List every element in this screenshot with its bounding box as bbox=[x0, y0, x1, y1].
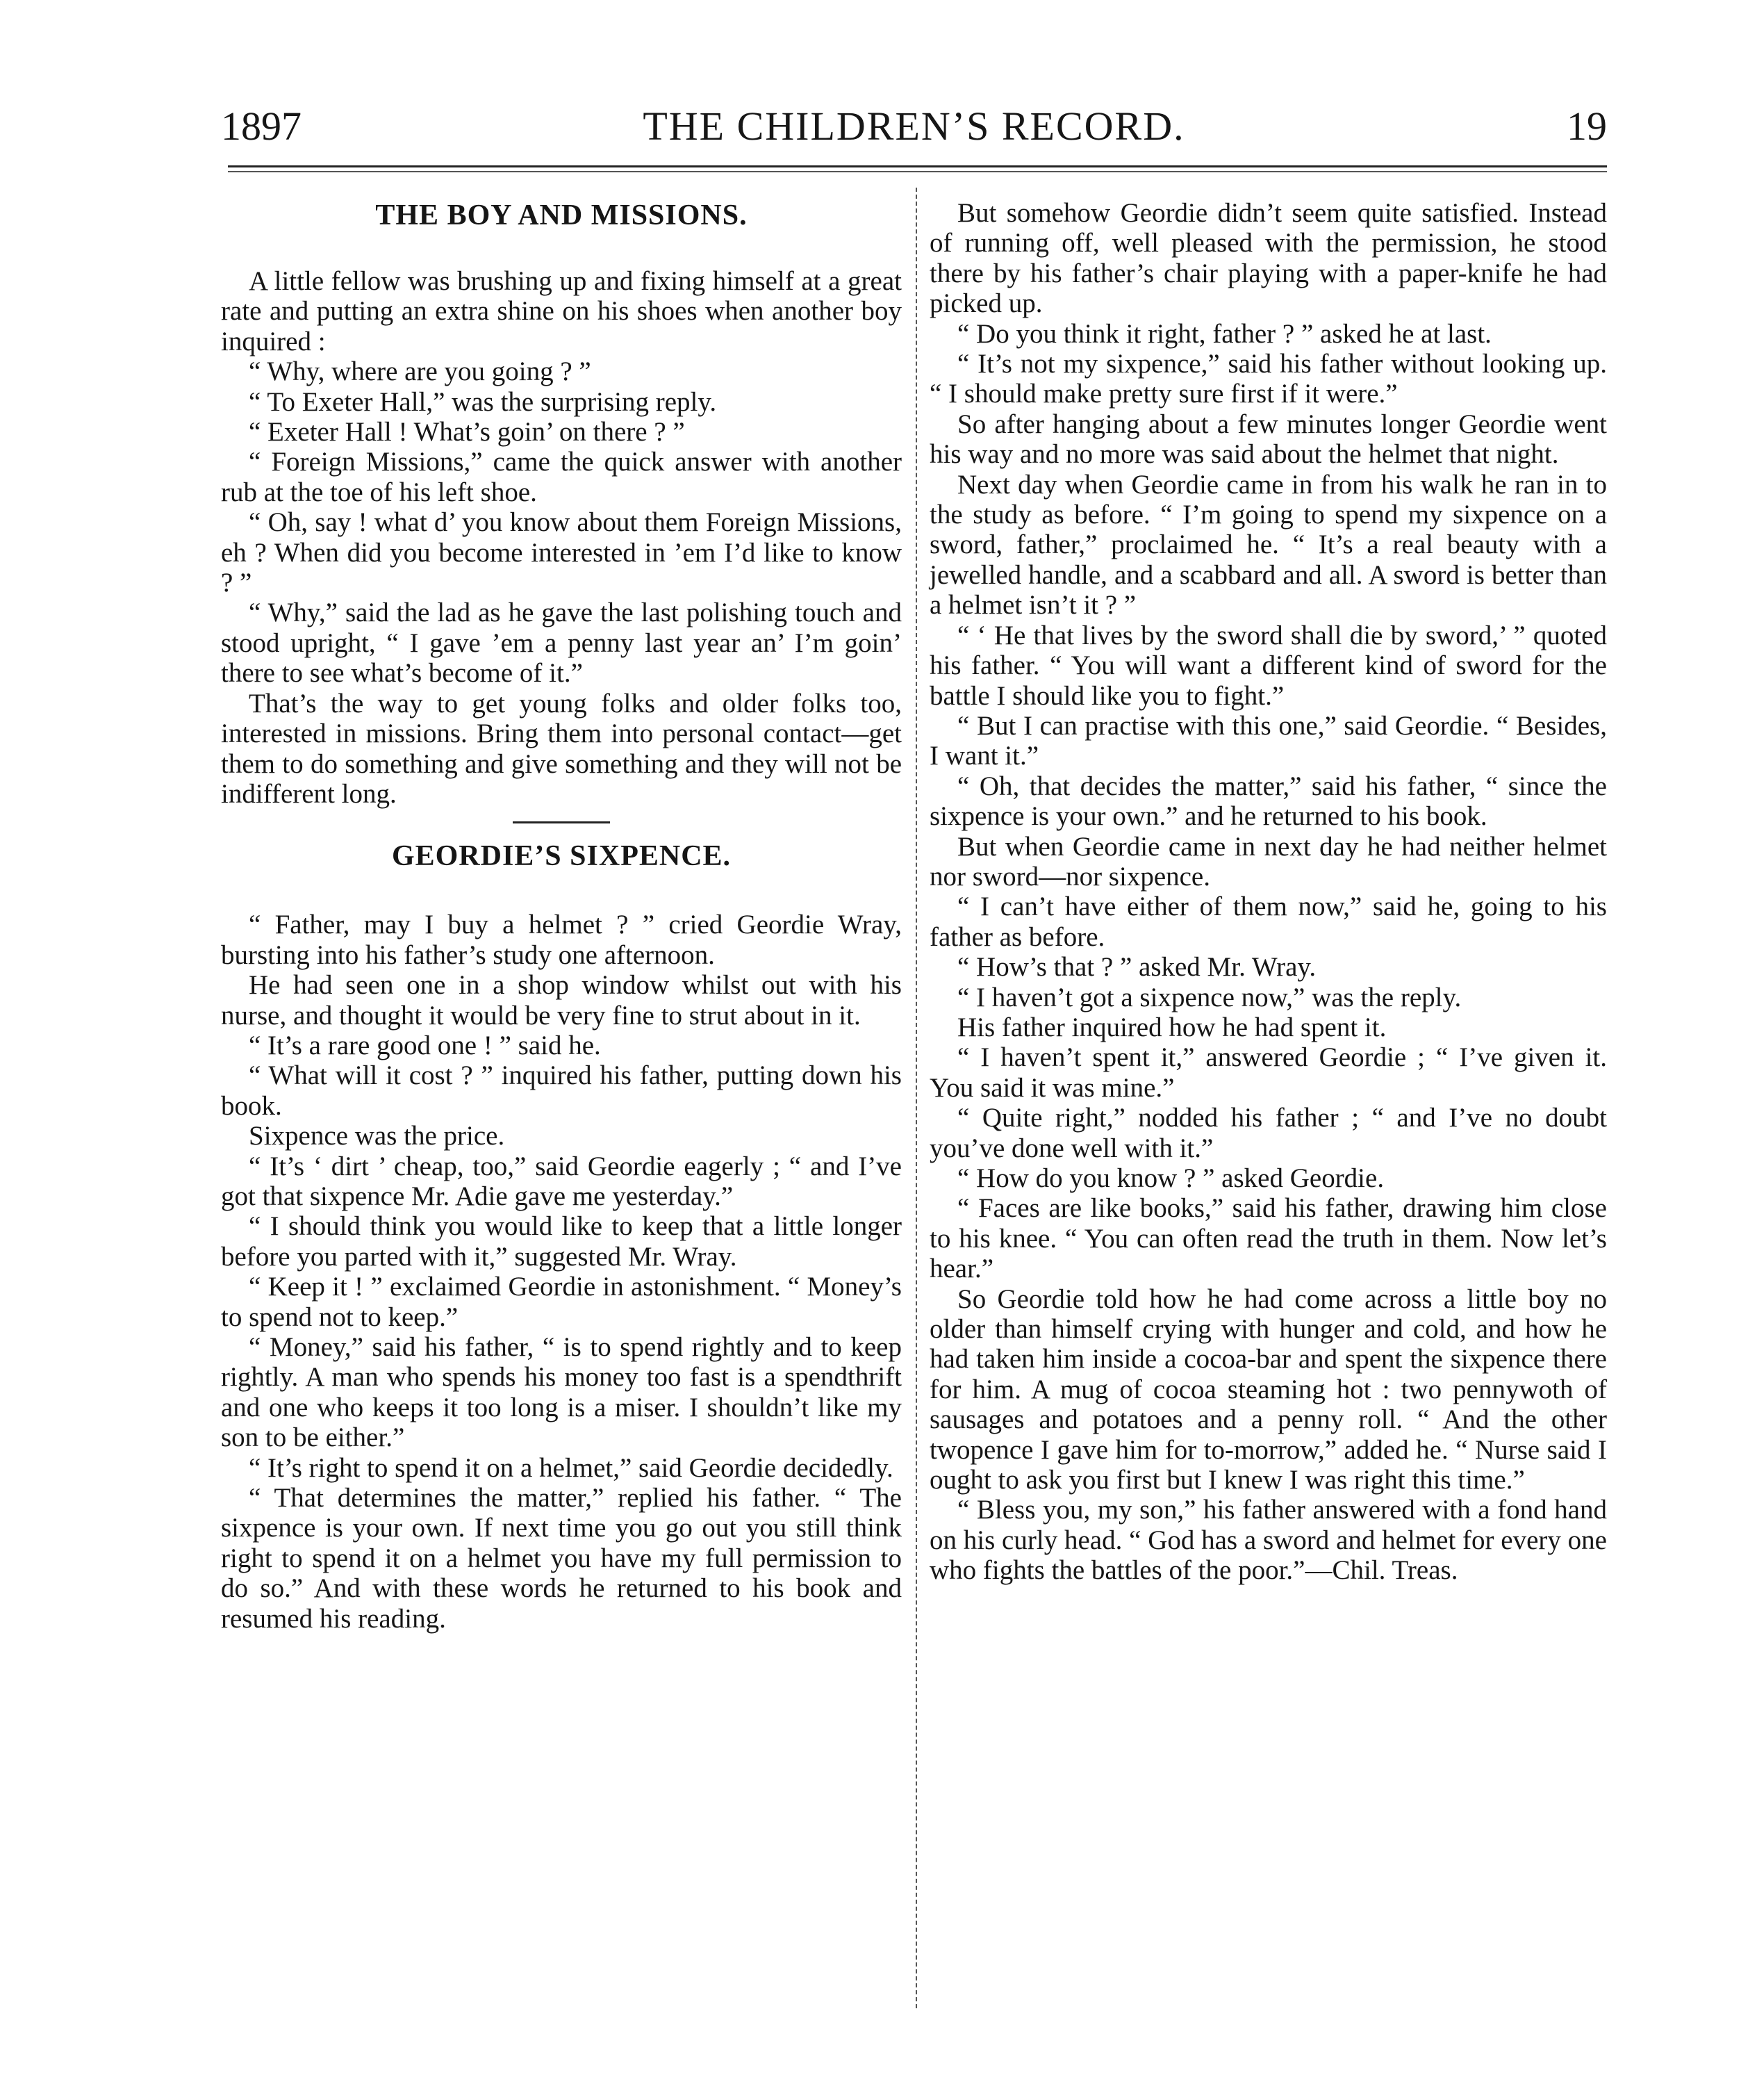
header-rule-thin bbox=[228, 171, 1607, 172]
right-column bbox=[930, 198, 1607, 1586]
paragraph: “ What will it cost ? ” inquired his father, putting down his book. bbox=[221, 1060, 902, 1121]
paragraph: That’s the way to get young folks and older folks too, interested in missions. Bring them into personal contact—get them to do something and give something and they will not be indifferent long. bbox=[221, 688, 902, 809]
paragraph: “ Quite right,” nodded his father ; “ and I’ve no doubt you’ve done well with it.” bbox=[930, 1103, 1607, 1163]
paragraph: “ Faces are like books,” said his father, drawing him close to his knee. “ You can often read the truth in them. Now let’s hear.” bbox=[930, 1193, 1607, 1284]
column-divider bbox=[916, 188, 917, 2008]
paragraph: “ I should think you would like to keep that a little longer before you parted with it,” suggested Mr. Wray. bbox=[221, 1211, 902, 1272]
paragraph: “ It’s a rare good one ! ” said he. bbox=[249, 1030, 601, 1060]
paragraph: Sixpence was the price. bbox=[249, 1121, 505, 1151]
paragraph: “ Foreign Missions,” came the quick answer with another rub at the toe of his left shoe. bbox=[221, 447, 902, 507]
paragraph: “ Bless you, my son,” his father answered with a fond hand on his curly head. “ God has a sword and helmet for every one who fights the battles of the poor.”—Chil. Treas. bbox=[930, 1495, 1607, 1586]
article-title: GEORDIE’S SIXPENCE. bbox=[391, 840, 732, 873]
paragraph: “ It’s ‘ dirt ’ cheap, too,” said Geordie eagerly ; “ and I’ve got that sixpence Mr. Adie gave me yesterday.” bbox=[221, 1151, 902, 1211]
header-page-number: 19 bbox=[1567, 104, 1607, 149]
paragraph: “ To Exeter Hall,” was the surprising reply. bbox=[249, 386, 717, 417]
paragraph: “ Father, may I buy a helmet ? ” cried Geordie Wray, bursting into his father’s study one afternoon. bbox=[221, 910, 902, 970]
paragraph: “ Do you think it right, father ? ” asked he at last. bbox=[957, 318, 1492, 349]
paragraph: “ How’s that ? ” asked Mr. Wray. bbox=[957, 952, 1317, 983]
paragraph: But when Geordie came in next day he had neither helmet nor sword—nor sixpence. bbox=[930, 831, 1607, 892]
section-separator bbox=[513, 821, 610, 823]
paragraph: “ Why,” said the lad as he gave the last polishing touch and stood upright, “ I gave ’em a penny last year an’ I’m goin’ there to see what’s become of it.” bbox=[221, 598, 902, 689]
paragraph: “ But I can practise with this one,” said Geordie. “ Besides, I want it.” bbox=[930, 710, 1607, 771]
page-header bbox=[221, 103, 1607, 158]
paragraph: “ Why, where are you going ? ” bbox=[249, 356, 591, 387]
paragraph: He had seen one in a shop window whilst out with his nurse, and thought it would be very fine to strut about in it. bbox=[221, 970, 902, 1031]
paragraph: So after hanging about a few minutes longer Geordie went his way and no more was said about the helmet that night. bbox=[930, 409, 1607, 470]
article-body bbox=[221, 266, 902, 809]
paragraph: Next day when Geordie came in from his walk he ran in to the study as before. “ I’m going to spend my sixpence on a sword, father,” proclaimed he. “ It’s a real beauty with a jewelled handle, and a scabbard and all. A sword is better than a helmet isn’t it ? ” bbox=[930, 469, 1607, 621]
paragraph: “ Money,” said his father, “ is to spend rightly and to keep rightly. A man who spends his money too fast is a spendthrift and one who keeps it too long is a miser. I shouldn’t like my son to be either.” bbox=[221, 1332, 902, 1453]
paragraph: “ Oh, say ! what d’ you know about them Foreign Missions, eh ? When did you become interested in ’em I’d like to know ? ” bbox=[221, 507, 902, 598]
paragraph: But somehow Geordie didn’t seem quite satisfied. Instead of running off, well pleased with the permission, he stood there by his father’s chair playing with a paper-knife he had picked up. bbox=[930, 198, 1607, 319]
paragraph: “ I haven’t got a sixpence now,” was the reply. bbox=[957, 982, 1462, 1012]
paragraph: “ I haven’t spent it,” answered Geordie ; “ I’ve given it. You said it was mine.” bbox=[930, 1042, 1607, 1103]
paragraph: His father inquired how he had spent it. bbox=[957, 1012, 1387, 1042]
paragraph: So Geordie told how he had come across a little boy no older than himself crying with hunger and cold, and how he had taken him inside a cocoa-bar and spent the sixpence there for him. A mug of cocoa steaming hot : two pennywoth of sausages and potatoes and a penny roll. “ And the other twopence I gave him for to-morrow,” added he. “ Nurse said I ought to ask you first but I knew I was right this time.” bbox=[930, 1283, 1607, 1495]
paragraph: “ Exeter Hall ! What’s goin’ on there ? ” bbox=[249, 417, 685, 448]
paragraph: A little fellow was brushing up and fixing himself at a great rate and putting an extra shine on his shoes when another boy inquired : bbox=[221, 266, 902, 356]
header-year: 1897 bbox=[221, 104, 302, 149]
paragraph: “ I can’t have either of them now,” said he, going to his father as before. bbox=[930, 892, 1607, 952]
paragraph: “ That determines the matter,” replied his father. “ The sixpence is your own. If next time you go out you still think right to spend it on a helmet you have my full permission to do so.” And with these words he returned to his book and resumed his reading. bbox=[221, 1483, 902, 1634]
paragraph: “ ‘ He that lives by the sword shall die by sword,’ ” quoted his father. “ You will want a different kind of sword for the battle I should like you to fight.” bbox=[930, 620, 1607, 711]
header-rule bbox=[228, 165, 1607, 167]
article-body bbox=[221, 910, 902, 1634]
paragraph: “ It’s not my sixpence,” said his father without looking up. “ I should make pretty sure first if it were.” bbox=[930, 349, 1607, 409]
paragraph: “ Oh, that decides the matter,” said his father, “ since the sixpence is your own.” and he returned to his book. bbox=[930, 771, 1607, 832]
left-column bbox=[221, 198, 902, 1634]
article-title: THE BOY AND MISSIONS. bbox=[375, 199, 748, 231]
header-title: THE CHILDREN’S RECORD. bbox=[643, 104, 1185, 149]
paragraph: “ How do you know ? ” asked Geordie. bbox=[957, 1163, 1385, 1193]
paragraph: “ It’s right to spend it on a helmet,” said Geordie decidedly. bbox=[249, 1452, 893, 1483]
paragraph: “ Keep it ! ” exclaimed Geordie in astonishment. “ Money’s to spend not to keep.” bbox=[221, 1272, 902, 1332]
